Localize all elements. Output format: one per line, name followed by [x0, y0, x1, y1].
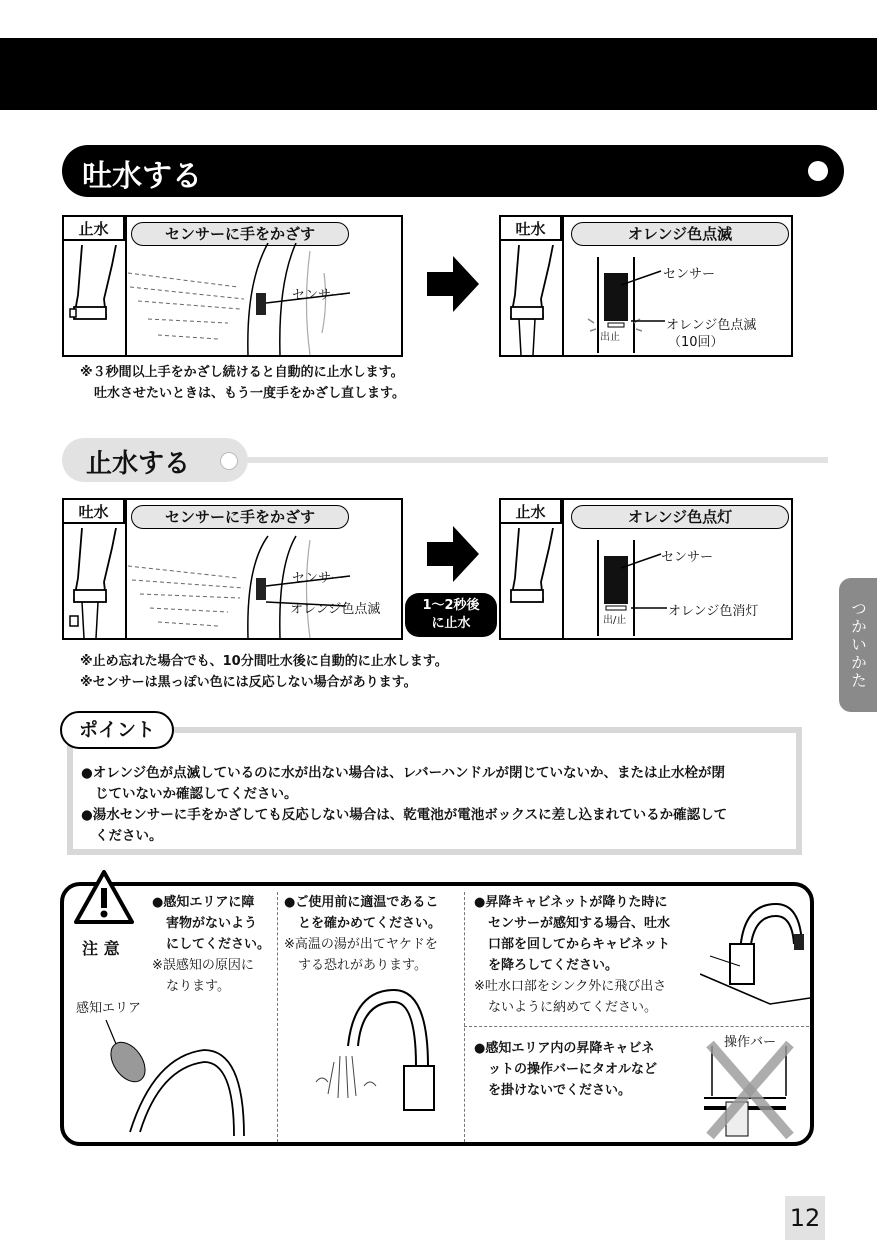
- sensing-area-illustration: [94, 1016, 274, 1136]
- instruction-pill: センサーに手をかざす: [131, 222, 349, 246]
- blink-label: オレンジ色点滅: [666, 318, 757, 333]
- section-title-stop: [62, 438, 248, 482]
- off-label: オレンジ色消灯: [668, 604, 759, 619]
- state-tag: 吐水: [64, 500, 125, 524]
- sensor-label: センサー: [292, 571, 345, 586]
- delay-badge: 1～2秒後 に止水: [405, 593, 497, 637]
- status-pill: オレンジ色点滅: [571, 222, 789, 246]
- note-line: ※止め忘れた場合でも、10分間吐水後に自動的に止水します。: [80, 654, 448, 669]
- status-pill: オレンジ色点灯: [571, 505, 789, 529]
- sensor-label: センサー: [292, 288, 345, 303]
- warning-icon: [74, 870, 134, 926]
- panel-stop-hand: [62, 215, 403, 357]
- blink-count-label: （10回）: [668, 335, 724, 350]
- page-number: 12: [785, 1196, 825, 1240]
- switch-label: 出止: [600, 332, 620, 343]
- sensor-label: センサー: [661, 550, 714, 565]
- note-line: ※センサーは黒っぽい色には反応しない場合があります。: [80, 675, 417, 690]
- operation-bar-label: 操作バー: [724, 1035, 777, 1050]
- faucet-icon: [68, 245, 124, 355]
- instruction-pill: センサーに手をかざす: [131, 505, 349, 529]
- faucet-icon: [505, 528, 561, 638]
- side-tab-usage[interactable]: つかいかた: [839, 578, 877, 712]
- faucet-icon: [505, 245, 561, 355]
- section-rule: [248, 457, 828, 463]
- note-line: 吐水させたいときは、もう一度手をかざし直します。: [94, 386, 405, 401]
- hand-sensor-illustration: [128, 526, 398, 638]
- hand-sensor-illustration: [128, 243, 398, 355]
- point-badge: ポイント: [60, 711, 174, 749]
- panel-discharge-blink: [499, 215, 793, 357]
- header-bar: [0, 38, 877, 110]
- point-line: ●湯水センサーに手をかざしても反応しない場合は、乾電池が電池ボックスに差し込まれているか確認して: [81, 807, 728, 823]
- point-line: じていないか確認してください。: [95, 786, 298, 802]
- state-tag: 止水: [64, 217, 125, 241]
- panel-stop-lit: [499, 498, 793, 640]
- state-tag: 吐水: [501, 217, 562, 241]
- faucet-icon: [68, 528, 124, 638]
- state-tag: 止水: [501, 500, 562, 524]
- arrow-right-icon: [427, 526, 479, 582]
- blink-label: オレンジ色点滅: [290, 602, 381, 617]
- section-title-text: 吐水する: [82, 159, 202, 194]
- point-box: [67, 727, 802, 855]
- hot-water-illustration: [304, 986, 454, 1116]
- point-line: ●オレンジ色が点滅しているのに水が出ない場合は、レバーハンドルが閉じていないか、または止水栓が閉: [81, 765, 725, 781]
- title-dot: [220, 452, 238, 470]
- towel-prohibited-illustration: [700, 1036, 810, 1140]
- sensor-label: センサー: [663, 267, 716, 282]
- sensing-area-label: 感知エリア: [76, 1001, 142, 1016]
- caution-box: 注 意 ●感知エリアに障 害物がないよう にしてください。 ※誤感知の原因に なります。 感知エリア ●ご使用前に適温であるこ とを確かめてください。 ※高温の湯が出てヤケドを する恐れがあります。 ●昇降キャビネットが降りた時に センサーが感知する場合、吐水 口部を回してからキャビネット を降ろしてください。 ※吐水口部をシンク外に飛び出さ ないように納めてください。 ●感知エリア内の昇降キャビネ ットの操作バーにタオルなど を掛けないでください。 操作バー: [60, 882, 814, 1146]
- point-line: ください。: [95, 828, 163, 844]
- switch-label: 出/止: [603, 615, 627, 626]
- section-title-discharge: [62, 145, 844, 197]
- note-line: ※３秒間以上手をかざし続けると自動的に止水します。: [80, 365, 404, 380]
- title-dot: [808, 161, 828, 181]
- panel-discharge-hand: [62, 498, 403, 640]
- arrow-right-icon: [427, 256, 479, 312]
- cabinet-faucet-illustration: [700, 894, 810, 1014]
- section-title-text: 止水する: [86, 449, 191, 479]
- caution-label: 注 意: [82, 939, 120, 958]
